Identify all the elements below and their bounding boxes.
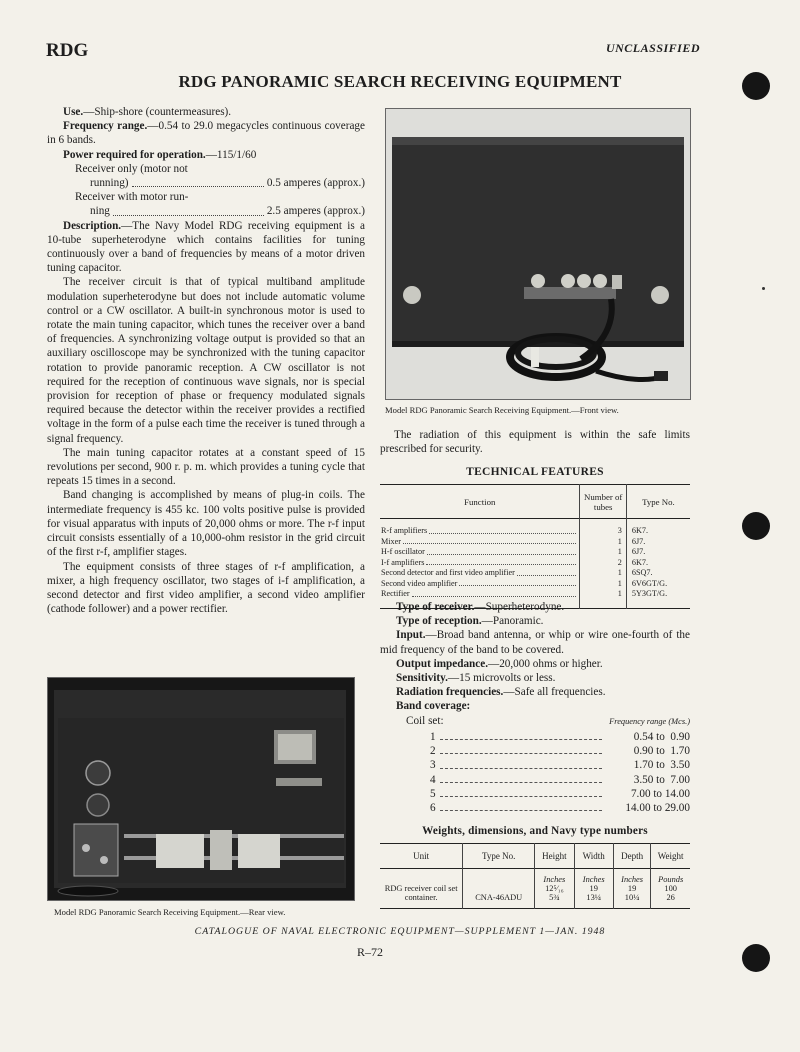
- rear-view-photo: [47, 677, 355, 901]
- wd-header-width: Width: [574, 844, 613, 869]
- weights-table-wrap: [380, 843, 690, 909]
- spec-output-impedance: Output impedance.—20,000 ohms or higher.: [396, 657, 603, 670]
- spec-input: Input.—Broad band antenna, or whip or wire one-fourth of the mid frequency of the band to be covered.: [380, 629, 690, 656]
- power-line-2b: ning 2.5 amperes (approx.): [90, 205, 365, 218]
- wd-unit: RDG receiver coil set container.: [380, 869, 463, 909]
- tf-cell-function: Second video amplifier: [380, 579, 580, 590]
- tf-cell-tubes: 1: [580, 537, 626, 548]
- punch-hole-top: [742, 72, 770, 100]
- coil-row: 6 14.00 to 29.00: [430, 802, 690, 815]
- rear-view-caption: Model RDG Panoramic Search Receiving Equipment.—Rear view.: [54, 907, 286, 917]
- tf-cell-tubes: 1: [580, 589, 626, 600]
- tf-header-tubes: Number of tubes: [580, 485, 626, 519]
- tf-header-function: Function: [380, 485, 580, 519]
- weights-table: [380, 843, 690, 909]
- wd-header-height: Height: [535, 844, 575, 869]
- spec-type-reception: Type of reception.—Panoramic.: [396, 615, 544, 628]
- wd-depth: Inches 19 10¼: [613, 869, 650, 909]
- weights-title: Weights, dimensions, and Navy type numbers: [422, 825, 648, 837]
- margin-mark: [762, 287, 765, 290]
- technical-features-title: TECHNICAL FEATURES: [466, 466, 604, 478]
- wd-header-weight: Weight: [657, 850, 684, 861]
- description-paragraph-2: The receiver circuit is that of typical multiband amplitude modulation superheterodyne but does not include automatic volume control or a CW oscillator. A built-in synchronous motor is used to rotate the main tuning capacitor, which tunes the receiver over a band of frequencies. A synchronizing voltage output is provided so that an auxiliary oscilloscope may be synchronized with the tuning capacitor rotation to provide panoramic reception. A CW oscillator is not required for the reception of continuous wave signals, nor is special provision for reception of phase or frequency modulated signals required because the detector within the receiver provides a rectified voltage in the form of a pulse each time the receiver is tuned through a signal frequency.: [47, 276, 365, 445]
- tf-cell-function: H-f oscillator: [380, 547, 580, 558]
- tf-row: [380, 519, 690, 537]
- tf-cell-tubes: 1: [580, 568, 626, 579]
- tf-cell-type: 6K7.: [631, 557, 649, 567]
- description-paragraph-3: The main tuning capacitor rotates at a constant speed of 15 revolutions per second, 900 r. p. m. which provides a tuning cycle that repeats 15 times in a second.: [47, 446, 365, 488]
- front-view-photo: [385, 108, 691, 400]
- wd-header-unit: Unit: [380, 844, 463, 869]
- left-column: [47, 105, 365, 616]
- tf-row: [380, 537, 690, 548]
- tf-cell-type: 5Y3GT/G.: [631, 589, 668, 599]
- spec-sensitivity: Sensitivity.—15 microvolts or less.: [396, 672, 556, 685]
- technical-features-table-wrap: [380, 484, 690, 609]
- tf-row: [380, 579, 690, 590]
- frequency-paragraph: Frequency range.—0.54 to 29.0 megacycles continuous coverage in 6 bands.: [47, 120, 365, 147]
- tf-cell-function: Rectifier: [380, 589, 580, 600]
- wd-width: Inches 19 13¼: [574, 869, 613, 909]
- wd-header-type: Type No.: [463, 844, 535, 869]
- technical-features-table: [380, 484, 690, 609]
- tf-cell-function: R-f amplifiers: [380, 519, 580, 537]
- tf-row: [380, 568, 690, 579]
- front-view-caption: Model RDG Panoramic Search Receiving Equipment.—Front view.: [385, 405, 619, 415]
- power-paragraph: Power required for operation.—115/1/60: [63, 148, 257, 161]
- punch-hole-middle: [742, 512, 770, 540]
- tf-cell-tubes: 2: [580, 558, 626, 569]
- tf-cell-type: 6J7.: [631, 536, 646, 546]
- tf-cell-type: 6J7.: [631, 547, 646, 557]
- wd-weight: Pounds 100 26: [658, 875, 684, 902]
- spec-band-coverage: Band coverage:: [396, 700, 471, 713]
- spec-radiation-frequencies: Radiation frequencies.—Safe all frequencies.: [396, 686, 606, 699]
- coil-row: 1 0.54 to 0.90: [430, 731, 690, 743]
- classification-label: UNCLASSIFIED: [605, 41, 700, 55]
- punch-hole-bottom: [742, 944, 770, 972]
- power-line-2a: Receiver with motor run-: [75, 191, 189, 204]
- specs-block: [380, 600, 690, 714]
- wd-type-no: CNA-46ADU: [463, 869, 535, 909]
- coil-list: [430, 730, 690, 815]
- spec-type-receiver: Type of receiver.—Superheterodyne.: [396, 601, 565, 613]
- tf-body: [380, 519, 690, 609]
- power-line-1b: running) 0.5 amperes (approx.): [90, 177, 365, 190]
- description-paragraph: Description.—The Navy Model RDG receiving equipment is a 10-tube superheterodyne which contains facilities for tuning continuously over a band of frequencies by means of a motor driven tuning capacitor.: [47, 219, 365, 275]
- tf-cell-function: Mixer: [380, 537, 580, 548]
- tf-cell-type: 6SQ7.: [631, 568, 653, 578]
- radiation-note: The radiation of this equipment is within the safe limits prescribed for security.: [380, 429, 690, 456]
- page-number: R–72: [356, 945, 383, 959]
- wd-header-depth: Depth: [613, 844, 650, 869]
- coil-row: 5 7.00 to 14.00: [430, 787, 690, 800]
- tf-cell-tubes: 3: [580, 519, 626, 537]
- catalogue-footer: CATALOGUE OF NAVAL ELECTRONIC EQUIPMENT—SUPPLEMENT 1—JAN. 1948: [194, 926, 606, 937]
- description-paragraph-4: Band changing is accomplished by means of plug-in coils. The intermediate frequency is 455 kc. 100 volts positive pulse is provided for visual apparatus with inputs of 20,000 ohms or more. The r-f input circuit consists essentially of a 10,000-ohm resistor in the grid circuit of the first r-f, amplifier stages.: [47, 489, 365, 559]
- tf-cell-function: I-f amplifiers: [380, 558, 580, 569]
- power-line-1a: Receiver only (motor not: [75, 162, 188, 175]
- tf-cell-type: 6K7.: [631, 525, 649, 535]
- coil-row: 2 0.90 to 1.70: [430, 745, 690, 758]
- wd-height: Inches 12⁵⁄₁₆ 5¾: [535, 869, 575, 909]
- header-code: RDG: [46, 40, 89, 61]
- tf-cell-tubes: 1: [580, 547, 626, 558]
- description-paragraph-5: The equipment consists of three stages of r-f amplification, a mixer, a high frequency oscillator, two stages of i-f amplification, a second detector and first video amplifier, a second video amplifier (cathode follower) and a power rectifier.: [47, 560, 365, 616]
- tf-cell-function: Second detector and first video amplifier: [380, 568, 580, 579]
- coil-header: [406, 715, 690, 727]
- coil-row: 4 3.50 to 7.00: [430, 773, 690, 786]
- tf-row: [380, 558, 690, 569]
- use-paragraph: Use.—Ship-shore (countermeasures).: [63, 106, 232, 118]
- tf-header-type: Type No.: [642, 496, 675, 507]
- tf-row: [380, 589, 690, 600]
- coil-row: 3 1.70 to 3.50: [430, 759, 690, 772]
- frequency-range-label: Frequency range (Mcs.): [609, 717, 690, 726]
- page-title: RDG PANORAMIC SEARCH RECEIVING EQUIPMENT: [178, 72, 622, 91]
- tf-cell-type: 6V6GT/G.: [631, 578, 668, 588]
- tf-row: [380, 547, 690, 558]
- tf-cell-tubes: 1: [580, 579, 626, 590]
- coil-set-label: Coil set:: [406, 715, 444, 727]
